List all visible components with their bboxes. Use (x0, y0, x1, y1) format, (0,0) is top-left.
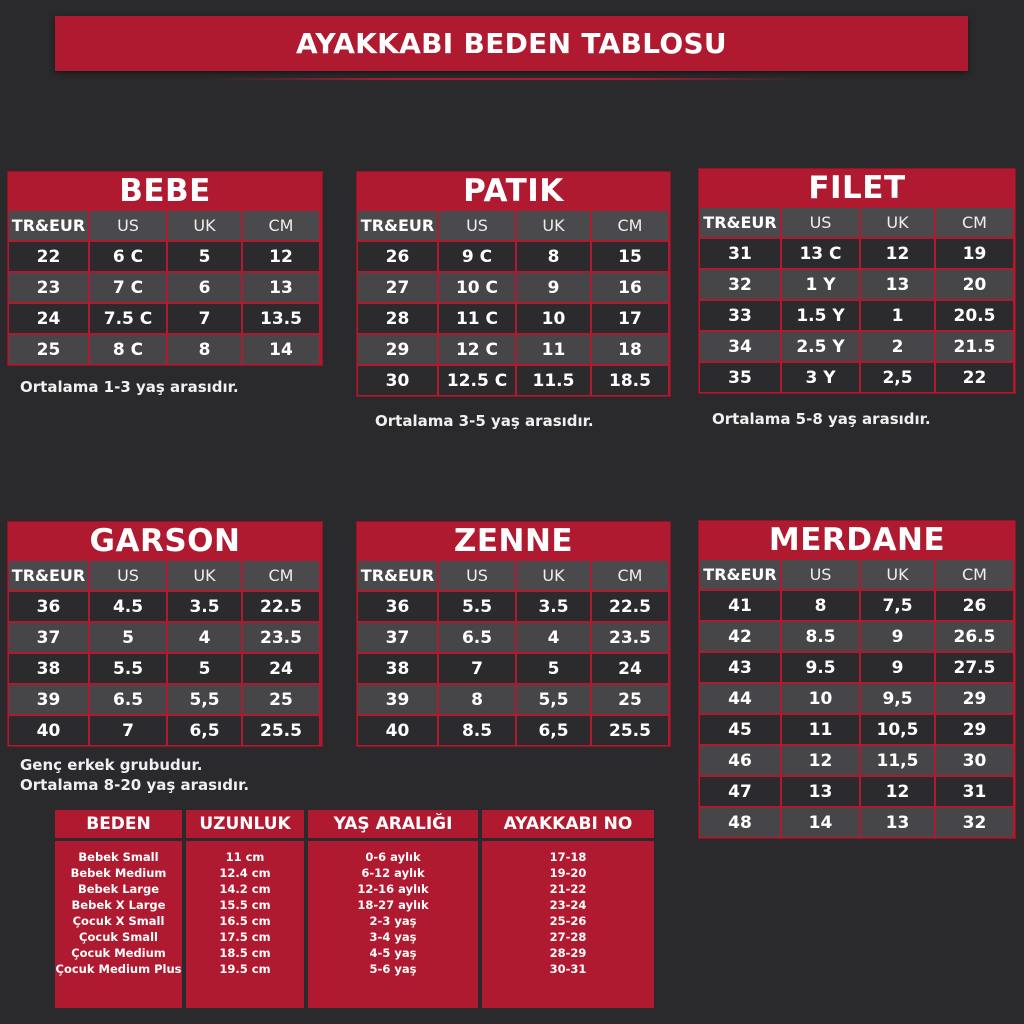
table-cell: 23-24 (549, 898, 587, 912)
age-size-column (308, 810, 478, 1008)
table-cell: 0-6 aylık (365, 850, 421, 864)
size-table-title: FILET (808, 170, 906, 206)
table-cell: 13 (782, 777, 859, 806)
table-row (699, 807, 1015, 838)
table-cell: 26 (936, 591, 1013, 620)
table-cell: 7 (90, 716, 166, 745)
table-cell: 5 (90, 623, 166, 652)
table-cell: 26 (358, 242, 437, 271)
table-cell: 4 (168, 623, 241, 652)
column-header: CM (243, 561, 319, 590)
table-cell: 9.5 (782, 653, 859, 682)
column-header: UK (168, 211, 241, 240)
table-cell: 2.5 Y (782, 332, 859, 361)
table-cell: 4-5 yaş (369, 946, 417, 960)
column-header: UK (168, 561, 241, 590)
table-cell: Çocuk Small (79, 930, 158, 944)
table-cell: 25 (9, 335, 88, 364)
table-cell: 18.5 (592, 366, 668, 395)
table-cell: 19.5 cm (219, 962, 271, 976)
table-cell: 2,5 (861, 363, 934, 392)
table-cell: 9,5 (861, 684, 934, 713)
size-table-header-row (699, 207, 1015, 238)
size-table-zenne (356, 521, 671, 747)
size-table-note (20, 377, 239, 397)
table-cell: 6-12 aylık (361, 866, 425, 880)
size-table-title: ZENNE (453, 523, 574, 559)
size-table-note (375, 411, 594, 431)
table-cell: 27.5 (936, 653, 1013, 682)
size-table-merdane (698, 520, 1016, 839)
table-cell: 35 (700, 363, 780, 392)
table-cell: 8 (168, 335, 241, 364)
table-row (357, 272, 670, 303)
table-cell: 10 (517, 304, 590, 333)
column-header: BEDEN (55, 810, 182, 841)
table-cell: 5.5 (439, 592, 515, 621)
table-cell: 40 (358, 716, 437, 745)
column-header: US (439, 561, 515, 590)
table-cell: 6 (168, 273, 241, 302)
age-size-column (55, 810, 182, 1008)
table-cell: Çocuk Medium (71, 946, 166, 960)
table-row (8, 334, 322, 365)
column-header: UZUNLUK (186, 810, 304, 841)
table-cell: 37 (358, 623, 437, 652)
table-cell: 6.5 (439, 623, 515, 652)
table-cell: 9 C (439, 242, 515, 271)
table-cell: 8.5 (439, 716, 515, 745)
table-row (699, 652, 1015, 683)
table-cell: 8 (782, 591, 859, 620)
table-cell: 43 (700, 653, 780, 682)
table-row (8, 715, 322, 746)
table-cell: 1.5 Y (782, 301, 859, 330)
table-cell: 24 (9, 304, 88, 333)
table-cell: 27-28 (549, 930, 587, 944)
age-size-column (186, 810, 304, 1008)
table-row (699, 714, 1015, 745)
table-cell: 6 C (90, 242, 166, 271)
table-cell: 11 (782, 715, 859, 744)
table-cell: Çocuk X Small (72, 914, 165, 928)
table-cell: 22 (9, 242, 88, 271)
table-cell: 12.4 cm (219, 866, 271, 880)
table-cell: 3 Y (782, 363, 859, 392)
table-cell: 36 (358, 592, 437, 621)
table-cell: Bebek Large (77, 882, 160, 896)
table-row (357, 684, 670, 715)
table-row (699, 300, 1015, 331)
table-row (699, 331, 1015, 362)
table-cell: 17-18 (549, 850, 587, 864)
age-size-table (55, 810, 654, 1008)
table-cell: 11,5 (861, 746, 934, 775)
column-header: TR&EUR (358, 561, 437, 590)
table-cell: 12.5 C (439, 366, 515, 395)
table-row (357, 365, 670, 396)
table-cell: 1 Y (782, 270, 859, 299)
table-cell: 15 (592, 242, 668, 271)
size-table-title: BEBE (119, 173, 211, 209)
table-cell: 22 (936, 363, 1013, 392)
table-cell: 17 (592, 304, 668, 333)
table-cell: 5,5 (168, 685, 241, 714)
table-cell: 10 (782, 684, 859, 713)
table-cell: 46 (700, 746, 780, 775)
table-cell: 5-6 yaş (369, 962, 417, 976)
title-underline (210, 78, 810, 80)
size-table-header-row (8, 560, 322, 591)
column-header: UK (517, 561, 590, 590)
table-row (8, 684, 322, 715)
column-header: CM (936, 560, 1013, 589)
table-cell: 25 (243, 685, 319, 714)
table-cell: 15.5 cm (219, 898, 271, 912)
table-cell: 12 (243, 242, 319, 271)
table-cell: 12-16 aylık (357, 882, 429, 896)
size-table-garson (7, 521, 323, 747)
table-cell: 11 C (439, 304, 515, 333)
table-cell: 13.5 (243, 304, 319, 333)
table-cell: 31 (936, 777, 1013, 806)
table-cell: 22.5 (592, 592, 668, 621)
table-cell: 3.5 (517, 592, 590, 621)
column-header: TR&EUR (9, 211, 88, 240)
table-cell: 13 (861, 808, 934, 837)
column-header: CM (592, 211, 668, 240)
table-cell: 22.5 (243, 592, 319, 621)
table-cell: 30 (936, 746, 1013, 775)
page-title-banner (55, 16, 968, 71)
table-row (357, 591, 670, 622)
table-cell: 48 (700, 808, 780, 837)
column-header: UK (861, 208, 934, 237)
table-row (699, 683, 1015, 714)
table-cell: 12 (782, 746, 859, 775)
note-line: Ortalama 8-20 yaş arasıdır. (20, 776, 250, 794)
table-cell: 7 (168, 304, 241, 333)
note-line: Genç erkek grubudur. (20, 756, 203, 774)
table-cell: 20 (936, 270, 1013, 299)
table-cell: 25-26 (549, 914, 587, 928)
table-cell: 32 (700, 270, 780, 299)
size-table-title: MERDANE (768, 522, 946, 558)
table-cell: 19 (936, 239, 1013, 268)
table-cell: 32 (936, 808, 1013, 837)
table-row (8, 272, 322, 303)
table-row (357, 653, 670, 684)
table-cell: 16 (592, 273, 668, 302)
table-cell: 36 (9, 592, 88, 621)
table-cell: 3-4 yaş (369, 930, 417, 944)
page-title: AYAKKABI BEDEN TABLOSU (296, 27, 727, 60)
table-cell: 13 (861, 270, 934, 299)
table-cell: 8 (439, 685, 515, 714)
size-table-title: GARSON (89, 523, 241, 559)
table-cell: 21-22 (549, 882, 587, 896)
column-header: TR&EUR (358, 211, 437, 240)
table-cell: 25.5 (243, 716, 319, 745)
table-cell: 11 cm (225, 850, 265, 864)
column-header: US (90, 211, 166, 240)
table-cell: 42 (700, 622, 780, 651)
column-header: US (782, 560, 859, 589)
size-table-note (712, 409, 931, 429)
table-cell: 25 (592, 685, 668, 714)
size-table-header-row (357, 560, 670, 591)
table-row (8, 653, 322, 684)
size-table-note (20, 755, 249, 795)
table-cell: 7.5 C (90, 304, 166, 333)
size-table-title: PATIK (463, 173, 564, 209)
table-cell: 14.2 cm (219, 882, 271, 896)
table-row (699, 621, 1015, 652)
table-cell: 7 C (90, 273, 166, 302)
table-cell: 8.5 (782, 622, 859, 651)
table-cell: 10,5 (861, 715, 934, 744)
table-cell: 5 (168, 242, 241, 271)
note-line: Ortalama 3-5 yaş arasıdır. (375, 412, 594, 430)
table-cell: 18.5 cm (219, 946, 271, 960)
table-cell: 23.5 (243, 623, 319, 652)
size-table-header-row (699, 559, 1015, 590)
table-row (8, 591, 322, 622)
table-cell: 2-3 yaş (369, 914, 417, 928)
table-cell: 8 (517, 242, 590, 271)
column-header: US (782, 208, 859, 237)
table-cell: 19-20 (549, 866, 587, 880)
column-header: AYAKKABI NO (482, 810, 654, 841)
table-row (357, 334, 670, 365)
column-header: US (439, 211, 515, 240)
table-cell: 9 (861, 622, 934, 651)
table-cell: 5.5 (90, 654, 166, 683)
size-table-bebe (7, 171, 323, 366)
table-cell: 38 (358, 654, 437, 683)
table-cell: 12 C (439, 335, 515, 364)
table-cell: 5 (168, 654, 241, 683)
table-row (8, 303, 322, 334)
table-row (699, 269, 1015, 300)
table-cell: 44 (700, 684, 780, 713)
table-cell: 11 (517, 335, 590, 364)
table-cell: 38 (9, 654, 88, 683)
table-cell: 17.5 cm (219, 930, 271, 944)
table-cell: 4.5 (90, 592, 166, 621)
table-cell: 30-31 (549, 962, 587, 976)
table-row (699, 590, 1015, 621)
table-row (699, 362, 1015, 393)
table-cell: 5,5 (517, 685, 590, 714)
table-cell: 5 (517, 654, 590, 683)
table-cell: 37 (9, 623, 88, 652)
table-cell: 14 (243, 335, 319, 364)
size-table-header-row (8, 210, 322, 241)
table-cell: 7,5 (861, 591, 934, 620)
column-header: CM (936, 208, 1013, 237)
size-table-patik (356, 171, 671, 397)
table-cell: 9 (861, 653, 934, 682)
table-cell: 2 (861, 332, 934, 361)
table-cell: 28 (358, 304, 437, 333)
table-cell: 13 C (782, 239, 859, 268)
table-row (699, 238, 1015, 269)
age-size-column (482, 810, 654, 1008)
column-header: TR&EUR (700, 208, 780, 237)
table-cell: 4 (517, 623, 590, 652)
table-cell: 18 (592, 335, 668, 364)
table-cell: Bebek Medium (70, 866, 167, 880)
note-line: Ortalama 5-8 yaş arasıdır. (712, 410, 931, 428)
table-cell: 23.5 (592, 623, 668, 652)
table-cell: 25.5 (592, 716, 668, 745)
table-cell: 29 (936, 715, 1013, 744)
table-cell: 26.5 (936, 622, 1013, 651)
column-header: TR&EUR (9, 561, 88, 590)
column-header: US (90, 561, 166, 590)
table-cell: 18-27 aylık (357, 898, 429, 912)
column-header: YAŞ ARALIĞI (308, 810, 478, 841)
table-cell: Bebek Small (78, 850, 159, 864)
table-cell: 6.5 (90, 685, 166, 714)
table-cell: 40 (9, 716, 88, 745)
table-cell: Bebek X Large (71, 898, 166, 912)
table-cell: 6,5 (168, 716, 241, 745)
table-cell: 12 (861, 239, 934, 268)
table-cell: 41 (700, 591, 780, 620)
table-cell: 24 (592, 654, 668, 683)
table-cell: 45 (700, 715, 780, 744)
table-cell: 30 (358, 366, 437, 395)
table-row (357, 241, 670, 272)
table-row (699, 745, 1015, 776)
table-cell: 39 (9, 685, 88, 714)
table-cell: 20.5 (936, 301, 1013, 330)
table-row (357, 715, 670, 746)
table-cell: 1 (861, 301, 934, 330)
table-cell: Çocuk Medium Plus (55, 962, 182, 976)
table-row (357, 622, 670, 653)
table-cell: 10 C (439, 273, 515, 302)
column-header: TR&EUR (700, 560, 780, 589)
size-table-filet (698, 168, 1016, 394)
table-cell: 29 (936, 684, 1013, 713)
table-row (8, 241, 322, 272)
table-cell: 7 (439, 654, 515, 683)
table-cell: 23 (9, 273, 88, 302)
column-header: UK (861, 560, 934, 589)
table-cell: 11.5 (517, 366, 590, 395)
table-cell: 9 (517, 273, 590, 302)
column-header: CM (243, 211, 319, 240)
table-row (699, 776, 1015, 807)
column-header: CM (592, 561, 668, 590)
table-cell: 28-29 (549, 946, 587, 960)
table-cell: 34 (700, 332, 780, 361)
table-row (357, 303, 670, 334)
table-cell: 13 (243, 273, 319, 302)
table-cell: 33 (700, 301, 780, 330)
table-row (8, 622, 322, 653)
table-cell: 3.5 (168, 592, 241, 621)
table-cell: 47 (700, 777, 780, 806)
table-cell: 12 (861, 777, 934, 806)
table-cell: 21.5 (936, 332, 1013, 361)
column-header: UK (517, 211, 590, 240)
note-line: Ortalama 1-3 yaş arasıdır. (20, 378, 239, 396)
table-cell: 31 (700, 239, 780, 268)
table-cell: 29 (358, 335, 437, 364)
table-cell: 27 (358, 273, 437, 302)
table-cell: 8 C (90, 335, 166, 364)
size-table-header-row (357, 210, 670, 241)
table-cell: 24 (243, 654, 319, 683)
table-cell: 16.5 cm (219, 914, 271, 928)
table-cell: 39 (358, 685, 437, 714)
table-cell: 6,5 (517, 716, 590, 745)
table-cell: 14 (782, 808, 859, 837)
